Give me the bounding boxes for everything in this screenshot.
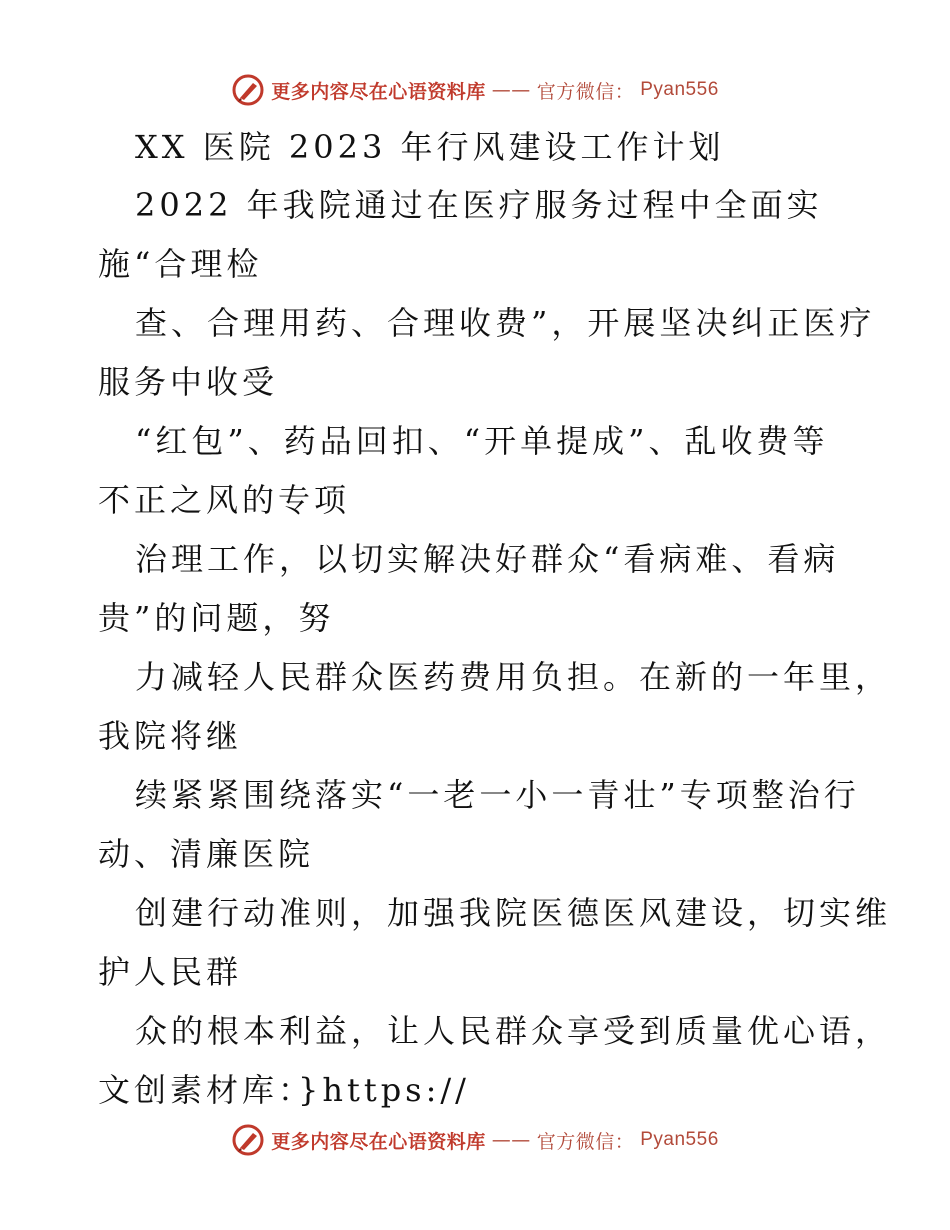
watermark-main-text: 更多内容尽在心语资料库 [271, 1130, 486, 1153]
text-line: 服务中收受 [98, 363, 279, 401]
pen-logo-icon [231, 73, 265, 107]
pen-logo-icon [231, 1123, 265, 1157]
text-line: 我院将继 [98, 717, 243, 755]
watermark-id: Pyan556 [640, 79, 719, 100]
text-line: 治理工作，以切实解决好群众“看病难、看病 [135, 540, 840, 578]
text-line: 护人民群 [98, 953, 243, 991]
text-line: 文创素材库：}https:// [98, 1071, 470, 1109]
text-line: 创建行动准则，加强我院医德医风建设，切实维 [135, 894, 892, 932]
text-line: 施“合理检 [98, 245, 263, 283]
text-line: 动、清廉医院 [98, 835, 315, 873]
watermark-sub-text: 官方微信： [536, 80, 635, 103]
document-title: XX 医院 2023 年行风建设工作计划 [135, 128, 725, 166]
watermark-id: Pyan556 [640, 1129, 719, 1150]
text-line: 2022 年我院通过在医疗服务过程中全面实 [135, 186, 823, 224]
text-line: 不正之风的专项 [98, 481, 351, 519]
watermark-sub-text: 官方微信： [536, 1130, 635, 1153]
watermark-dash: —— [491, 1129, 531, 1151]
text-line: 众的根本利益，让人民群众享受到质量优心语， [135, 1012, 892, 1050]
footer-watermark [0, 1120, 950, 1160]
text-line: 续紧紧围绕落实“一老一小一青壮”专项整治行 [135, 776, 860, 814]
text-line: 贵”的问题，努 [98, 599, 335, 637]
watermark-dash: —— [491, 79, 531, 101]
text-line: 力减轻人民群众医药费用负担。在新的一年里， [135, 658, 892, 696]
watermark-main-text: 更多内容尽在心语资料库 [271, 80, 486, 103]
text-line: “红包”、药品回扣、“开单提成”、乱收费等 [135, 422, 829, 460]
text-line: 查、合理用药、合理收费”，开展坚决纠正医疗 [135, 304, 876, 342]
header-watermark [0, 70, 950, 110]
